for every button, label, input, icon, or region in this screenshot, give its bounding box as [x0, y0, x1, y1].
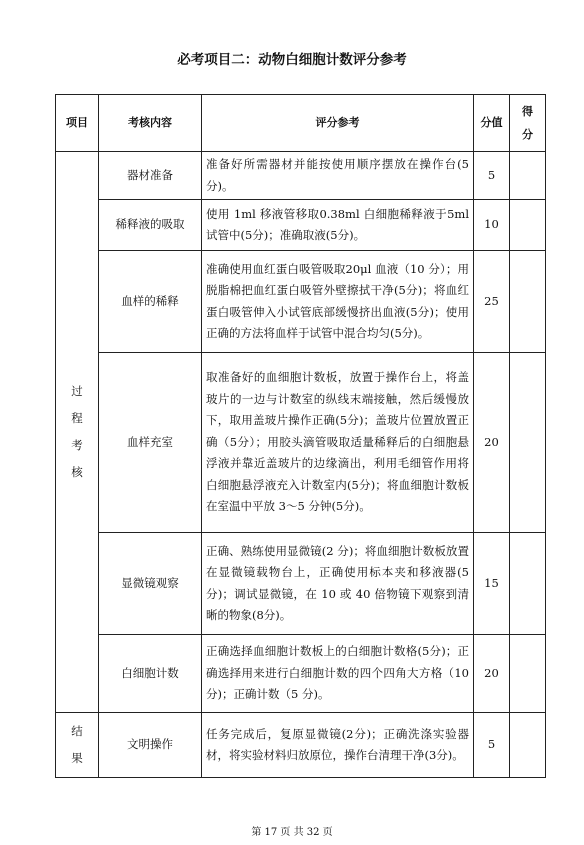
page-footer: 第 17 页 共 32 页 [251, 827, 333, 838]
item-name: 文明操作 [99, 713, 202, 778]
item-name: 稀释液的吸取 [99, 200, 202, 251]
item-get-cell [510, 635, 546, 713]
table-row [56, 200, 546, 251]
category-result: 结果 [56, 713, 99, 778]
item-get-cell [510, 152, 546, 200]
item-score: 20 [474, 353, 510, 533]
item-score: 5 [474, 713, 510, 778]
table-row [56, 635, 546, 713]
item-name: 血样的稀释 [99, 251, 202, 353]
item-reference: 准备好所需器材并能按使用顺序摆放在操作台(5分)。 [202, 152, 474, 200]
item-name: 白细胞计数 [99, 635, 202, 713]
item-score: 25 [474, 251, 510, 353]
table-row [56, 533, 546, 635]
header-content: 考核内容 [99, 95, 202, 152]
item-get-cell [510, 200, 546, 251]
page-title: 必考项目二：动物白细胞计数评分参考 [177, 52, 407, 68]
item-score: 5 [474, 152, 510, 200]
header-score: 分值 [474, 95, 510, 152]
item-reference: 正确、熟练使用显微镜(2 分)；将血细胞计数板放置在显微镜载物台上，正确使用标本夹和移液器(5分)；调试显微镜，在 10 或 40 倍物镜下观察到清晰的物象(8分)。 [202, 533, 474, 635]
header-reference: 评分参考 [202, 95, 474, 152]
header-get: 得分 [510, 95, 546, 152]
item-reference: 正确选择血细胞计数板上的白细胞计数格(5分)；正确选择用来进行白细胞计数的四个四角大方格（10 分)；正确计数（5 分)。 [202, 635, 474, 713]
item-reference: 准确使用血红蛋白吸管吸取20μl 血液（10 分）；用脱脂棉把血红蛋白吸管外壁擦拭干净(5分)；将血红蛋白吸管伸入小试管底部缓慢挤出血液(5分)；使用正确的方法将血样于试管中混合均匀(5分)。 [202, 251, 474, 353]
item-score: 15 [474, 533, 510, 635]
header-project: 项目 [56, 95, 99, 152]
table-row [56, 353, 546, 533]
item-score: 20 [474, 635, 510, 713]
item-name: 显微镜观察 [99, 533, 202, 635]
item-reference: 取准备好的血细胞计数板，放置于操作台上，将盖玻片的一边与计数室的纵线末端接触，然后缓慢放下，取用盖玻片操作正确(5分)；盖玻片位置放置正确（5分）；用胶头滴管吸取适量稀释后的白细胞悬浮液并靠近盖玻片的边缘滴出，利用毛细管作用将白细胞悬浮液充入计数室内(5分)；将血细胞计数板在室温中平放 3～5 分钟(5分)。 [202, 353, 474, 533]
item-score: 10 [474, 200, 510, 251]
item-get-cell [510, 353, 546, 533]
item-name: 血样充室 [99, 353, 202, 533]
item-get-cell [510, 533, 546, 635]
item-get-cell [510, 251, 546, 353]
scoring-table [55, 94, 546, 778]
item-name: 器材准备 [99, 152, 202, 200]
category-process: 过程考核 [56, 152, 99, 713]
header-row [56, 95, 546, 152]
item-reference: 任务完成后，复原显微镜(2分)；正确洗涤实验器材，将实验材料归放原位，操作台清理干净(3分)。 [202, 713, 474, 778]
item-get-cell [510, 713, 546, 778]
table-row [56, 713, 546, 778]
table-row [56, 251, 546, 353]
item-reference: 使用 1ml 移液管移取0.38ml 白细胞稀释液于5ml 试管中(5分)；准确取液(5分)。 [202, 200, 474, 251]
table-row [56, 152, 546, 200]
